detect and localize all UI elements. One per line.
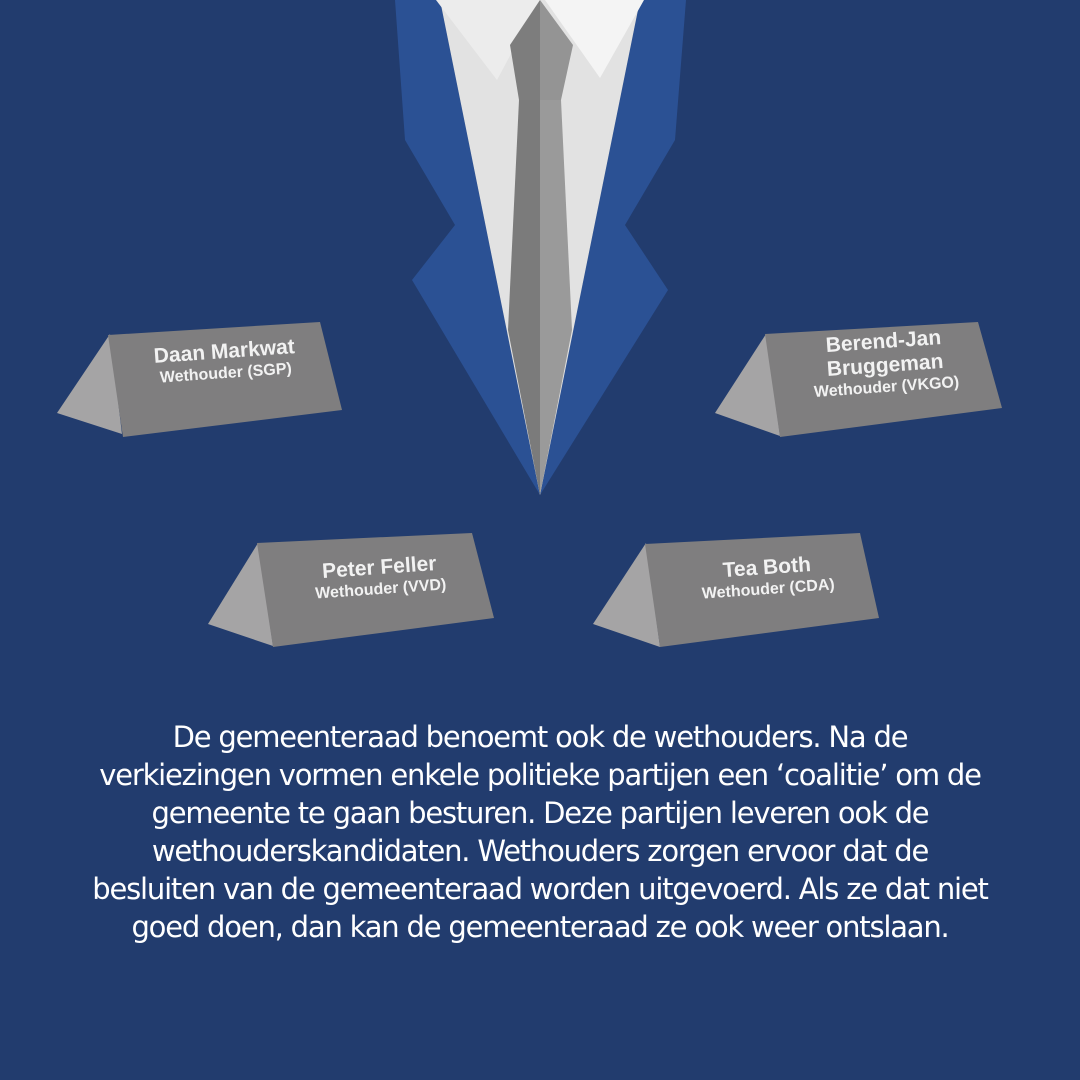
plate-name: Peter Feller — [321, 552, 438, 583]
plate-role: Wethouder (VVD) — [314, 576, 447, 603]
plate-role: Wethouder (VKGO) — [813, 373, 960, 401]
caption-text: De gemeenteraad benoemt ook de wethouders. Na de verkiezingen vormen enkele politieke partijen een ‘coalitie’ om de gemeente te gaan besturen. Deze partijen leveren ook de wethouderskandidaten. Wethouders zorgen ervoor dat de besluiten van de gemeenteraad worden uitgevoerd. Als ze dat niet goed doen, dan kan de gemeenteraad ze ook weer ontslaan. — [92, 720, 988, 944]
plate-name: Daan Markwat — [153, 335, 296, 368]
plate-role: Wethouder (CDA) — [701, 576, 836, 603]
plate-text-berend-jan-bruggeman — [783, 323, 987, 405]
plate-name: Tea Both — [721, 552, 812, 583]
plate-role: Wethouder (SGP) — [159, 360, 293, 387]
plate-name: Berend-Jan Bruggeman — [825, 326, 945, 382]
